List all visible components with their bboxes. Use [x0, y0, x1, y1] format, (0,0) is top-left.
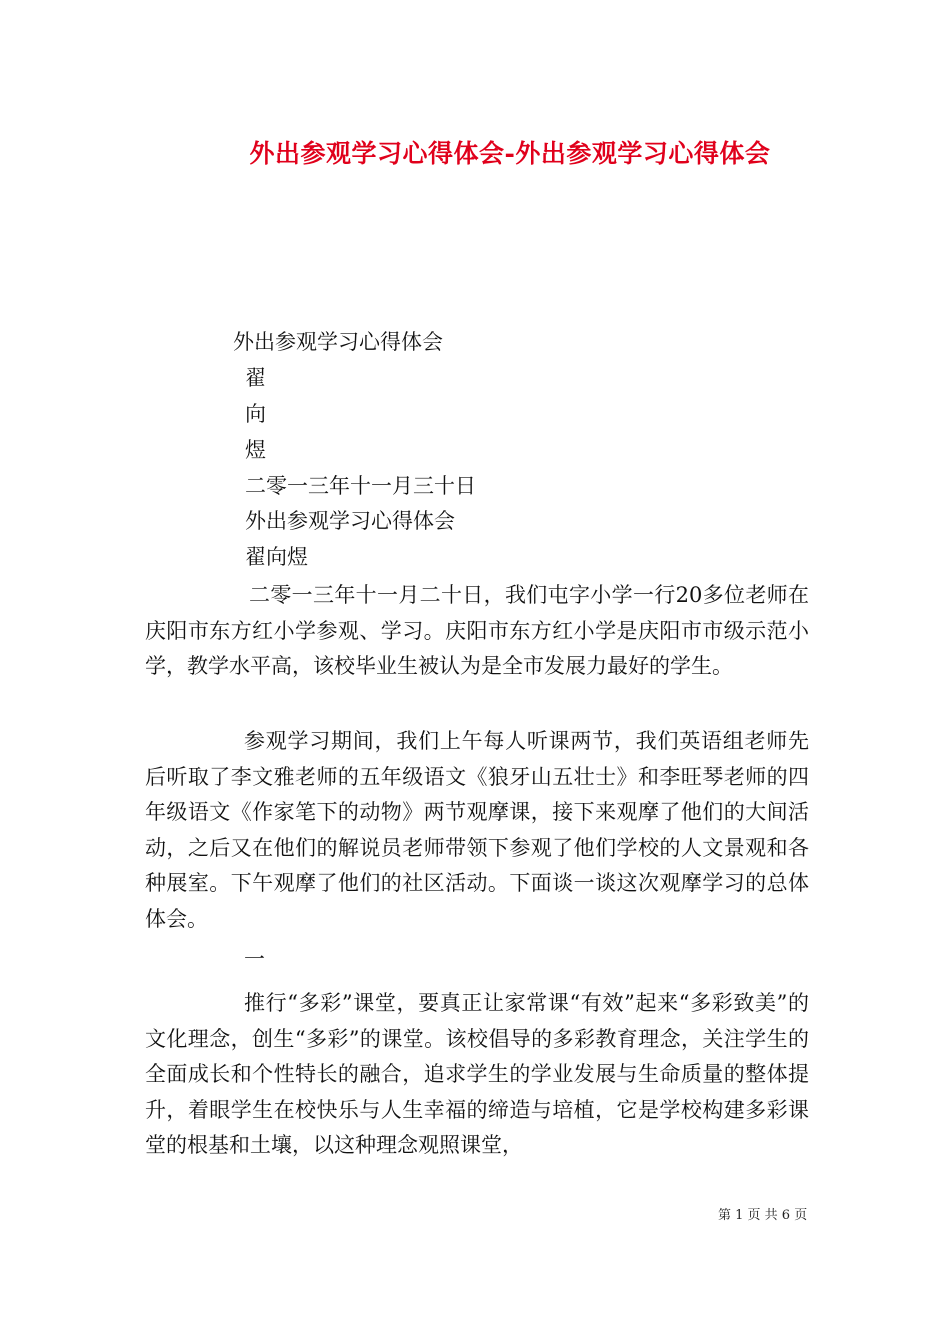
author-char-line: 煜: [245, 438, 266, 462]
author-char-line: 翟: [245, 366, 266, 390]
page-footer: 第 1 页 共 6 页: [718, 1208, 808, 1223]
author-char-line: 向: [245, 402, 266, 426]
body-paragraph: 参观学习期间，我们上午每人听课两节，我们英语组老师先后听取了李文雅老师的五年级语文《狼牙山五壮士》和李旺琴老师的四年级语文《作家笔下的动物》两节观摩课，接下来观摩了他们的大间活动，之后又在他们的解说员老师带领下参观了他们学校的人文景观和各种展室。下午观摩了他们的社区活动。下面谈一谈这次观摩学习的总体体会。: [145, 729, 809, 931]
author-line: 翟向煜: [245, 545, 308, 569]
section-number: 一: [244, 947, 265, 971]
subtitle-line: 外出参观学习心得体会: [245, 509, 455, 533]
header-title-line: 外出参观学习心得体会: [233, 330, 443, 354]
page-title: 外出参观学习心得体会-外出参观学习心得体会: [249, 139, 771, 168]
body-paragraph: 二零一三年十一月二十日，我们屯字小学一行20多位老师在庆阳市东方红小学参观、学习。庆阳市东方红小学是庆阳市市级示范小学，教学水平高，该校毕业生被认为是全市发展力最好的学生。: [145, 583, 809, 678]
body-paragraph: 推行“多彩”课堂，要真正让家常课“有效”起来“多彩致美”的文化理念，创生“多彩”的课堂。该校倡导的多彩教育理念，关注学生的全面成长和个性特长的融合，追求学生的学业发展与生命质量的整体提升，着眼学生在校快乐与人生幸福的缔造与培植，它是学校构建多彩课堂的根基和土壤，以这种理念观照课堂，: [145, 991, 809, 1157]
date-line: 二零一三年十一月三十日: [245, 474, 476, 498]
